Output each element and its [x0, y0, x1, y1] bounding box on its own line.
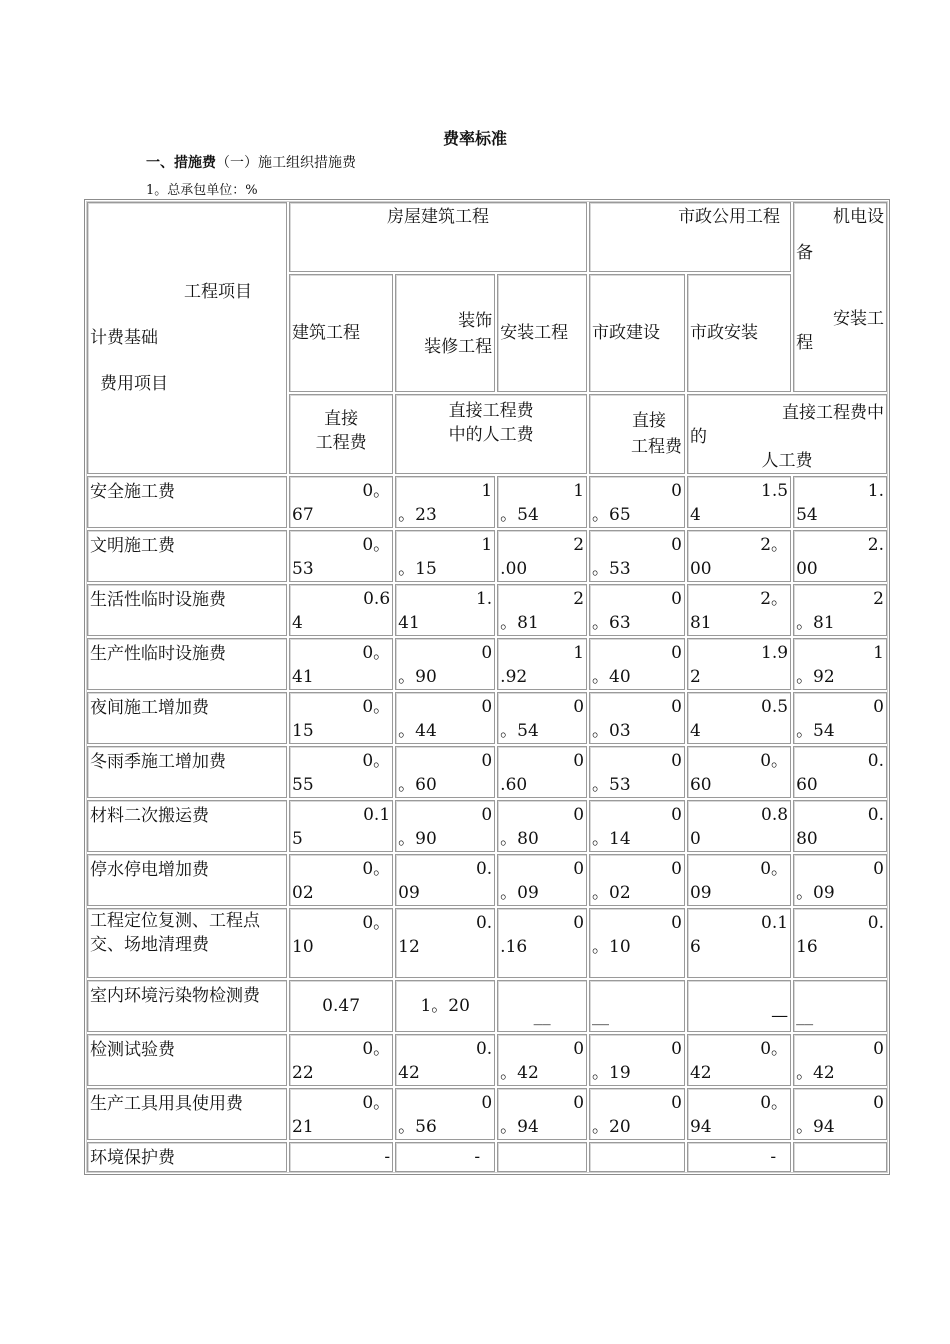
- rate-value: —: [771, 1006, 789, 1026]
- sub-heading: 1。总承包单位：%: [146, 183, 258, 198]
- table-row: [87, 854, 887, 906]
- fee-item-name-line: 交、场地清理费: [90, 935, 209, 955]
- fee-rate-cell: [589, 476, 685, 528]
- rate-part: 10: [292, 937, 314, 957]
- rate-part: 1: [573, 481, 585, 501]
- table-row: [87, 530, 887, 582]
- rate-part: 0。: [760, 1093, 789, 1113]
- rate-part: 0: [873, 859, 884, 879]
- rate-part: 0.5: [761, 697, 789, 717]
- fee-rate-cell: [589, 908, 685, 978]
- fee-item-name: 室内环境污染物检测费: [87, 980, 287, 1032]
- rate-part: 0。: [362, 697, 391, 717]
- rate-part: 0。: [362, 859, 391, 879]
- rate-part: 60: [796, 775, 818, 795]
- rate-part: 0: [481, 643, 493, 663]
- rate-part: 6: [689, 937, 701, 957]
- rate-value: __: [796, 1006, 814, 1026]
- col-decoration: 装饰 装修工程: [395, 274, 495, 392]
- fee-rate-cell: [687, 584, 791, 636]
- fee-item-name: 材料二次搬运费: [87, 800, 287, 852]
- rate-part: 0: [481, 805, 493, 825]
- rate-part: 。03: [592, 721, 631, 741]
- rate-part: 0: [671, 481, 682, 501]
- rate-part: 02: [292, 883, 314, 903]
- rate-part: 2: [689, 667, 701, 687]
- fee-rate-cell: [589, 1088, 685, 1140]
- rate-part: 。54: [500, 505, 539, 525]
- fee-rate-cell: [589, 1142, 685, 1172]
- rate-part: 54: [796, 505, 818, 525]
- fee-rate-cell: [497, 1088, 587, 1140]
- rate-part: 67: [292, 505, 314, 525]
- fee-rate-cell: [395, 908, 495, 978]
- fee-rate-cell: [793, 746, 887, 798]
- fee-rate-cell: [589, 980, 685, 1032]
- rate-part: 2: [573, 535, 585, 555]
- rate-part: 0: [573, 913, 585, 933]
- section-heading-bold: 一、措施费: [146, 155, 216, 171]
- fee-item-name: 文明施工费: [87, 530, 287, 582]
- fee-rate-cell: [687, 638, 791, 690]
- rate-part: 。94: [500, 1117, 539, 1137]
- rate-value: [796, 1143, 884, 1145]
- section-heading-rest: （一）施工组织措施费: [216, 155, 356, 171]
- rate-part: 42: [689, 1063, 712, 1083]
- fee-item-name: [87, 908, 287, 978]
- basis-direct-1: 直接 工程费: [289, 394, 393, 474]
- fee-item-name: 环境保护费: [87, 1142, 287, 1172]
- fee-rate-cell: [589, 584, 685, 636]
- rate-part: 22: [292, 1063, 314, 1083]
- fee-rate-cell: [395, 584, 495, 636]
- fee-rate-cell: [589, 746, 685, 798]
- rate-part: 。56: [398, 1117, 437, 1137]
- rate-part: 15: [292, 721, 314, 741]
- rate-part: 0: [671, 589, 682, 609]
- rate-part: 。60: [398, 775, 437, 795]
- fee-rate-cell: [395, 1088, 495, 1140]
- rate-part: 0: [573, 805, 585, 825]
- rate-part: 。54: [500, 721, 539, 741]
- rate-value: 1。20: [420, 996, 470, 1016]
- rate-part: 。09: [500, 883, 539, 903]
- fee-rate-cell: [289, 1088, 393, 1140]
- rate-part: 42: [398, 1063, 420, 1083]
- fee-rate-cell: [395, 530, 495, 582]
- fee-rate-cell: [497, 908, 587, 978]
- fee-rate-cell: [289, 854, 393, 906]
- rate-part: 0: [573, 697, 585, 717]
- fee-rate-cell: [289, 476, 393, 528]
- rate-part: 0: [671, 1039, 682, 1059]
- fee-rate-cell: [289, 980, 393, 1032]
- fee-rate-cell: [395, 638, 495, 690]
- fee-rate-cell: [589, 638, 685, 690]
- rate-part: .16: [500, 937, 528, 957]
- fee-rate-cell: [687, 1142, 791, 1172]
- rate-part: 。63: [592, 613, 631, 633]
- rate-part: 0。: [362, 913, 391, 933]
- rate-part: 16: [796, 937, 818, 957]
- rate-part: 0.1: [363, 805, 391, 825]
- table-row: [87, 692, 887, 744]
- rate-value: 0.47: [322, 996, 361, 1016]
- fee-rate-cell: [687, 476, 791, 528]
- rate-part: 0: [671, 805, 682, 825]
- fee-rate-cell: [793, 584, 887, 636]
- rate-part: 0: [873, 1093, 884, 1113]
- fee-rate-cell: [793, 692, 887, 744]
- fee-rate-cell: [395, 854, 495, 906]
- table-row: [87, 476, 887, 528]
- rate-part: .00: [500, 559, 528, 579]
- fee-rate-cell: [497, 476, 587, 528]
- rate-part: 0: [671, 697, 682, 717]
- rate-part: 0.: [475, 1039, 493, 1059]
- fee-rate-cell: [395, 1142, 495, 1172]
- rate-value: -: [770, 1147, 777, 1167]
- rate-part: 1: [481, 535, 493, 555]
- rate-part: 0.6: [363, 589, 391, 609]
- rate-part: 。02: [592, 883, 631, 903]
- fee-rate-cell: [687, 980, 791, 1032]
- rate-part: 1.: [475, 589, 493, 609]
- rate-part: 0。: [760, 859, 789, 879]
- rate-part: 。19: [592, 1063, 631, 1083]
- rate-part: 60: [689, 775, 712, 795]
- fee-rate-cell: [395, 800, 495, 852]
- rate-part: 81: [689, 613, 712, 633]
- fee-rate-cell: [497, 692, 587, 744]
- fee-rate-cell: [589, 854, 685, 906]
- rate-part: 。42: [500, 1063, 539, 1083]
- rate-part: 0: [671, 859, 682, 879]
- rate-part: 2。: [760, 589, 789, 609]
- fee-rate-cell: [289, 638, 393, 690]
- rate-part: .92: [500, 667, 528, 687]
- rate-part: 0: [573, 1039, 585, 1059]
- table-row: [87, 584, 887, 636]
- rate-part: 。80: [500, 829, 539, 849]
- fee-rate-cell: [793, 638, 887, 690]
- rate-part: 09: [689, 883, 712, 903]
- rate-part: 0: [573, 859, 585, 879]
- rate-part: 0: [481, 697, 493, 717]
- rate-part: 0.: [867, 751, 884, 771]
- fee-rate-cell: [687, 530, 791, 582]
- rate-value: -: [384, 1147, 391, 1167]
- table-row: [87, 746, 887, 798]
- rate-value: __: [592, 1006, 610, 1026]
- rate-part: 53: [292, 559, 314, 579]
- fee-rate-cell: [395, 746, 495, 798]
- table-row: [87, 638, 887, 690]
- fee-rate-cell: [497, 980, 587, 1032]
- rate-part: 。90: [398, 667, 437, 687]
- fee-item-name: 生活性临时设施费: [87, 584, 287, 636]
- table-row: [87, 1034, 887, 1086]
- rate-part: 0。: [362, 535, 391, 555]
- rate-part: 0。: [362, 643, 391, 663]
- rate-part: 00: [796, 559, 818, 579]
- rate-part: 0.: [475, 859, 493, 879]
- rate-part: 。20: [592, 1117, 631, 1137]
- fee-item-name: 生产性临时设施费: [87, 638, 287, 690]
- corner-project: 工程项目: [184, 282, 252, 302]
- basis-labor-2: 直接工程费中 的 人工费: [687, 394, 887, 474]
- fee-rate-cell: [793, 1088, 887, 1140]
- fee-rate-cell: [793, 476, 887, 528]
- group-municipal: 市政公用工程: [589, 202, 791, 272]
- rate-part: 。23: [398, 505, 437, 525]
- rate-part: 0.1: [761, 913, 789, 933]
- fee-rate-cell: [395, 692, 495, 744]
- fee-rate-cell: [497, 800, 587, 852]
- rate-part: 。40: [592, 667, 631, 687]
- corner-basis: 计费基础: [90, 328, 158, 348]
- rate-part: 0.: [867, 805, 884, 825]
- fee-rate-cell: [589, 800, 685, 852]
- rate-part: 0: [573, 1093, 585, 1113]
- fee-rate-cell: [687, 692, 791, 744]
- rate-part: .60: [500, 775, 528, 795]
- rate-part: 。53: [592, 559, 631, 579]
- rate-part: 。65: [592, 505, 631, 525]
- rate-part: 0: [671, 535, 682, 555]
- fee-rate-table: [84, 199, 890, 1175]
- rate-part: 5: [292, 829, 303, 849]
- rate-part: 09: [398, 883, 420, 903]
- rate-part: 0: [671, 913, 682, 933]
- fee-rate-cell: [687, 1034, 791, 1086]
- rate-part: 2。: [760, 535, 789, 555]
- table-row: [87, 980, 887, 1032]
- fee-rate-cell: [289, 908, 393, 978]
- page-title: 费率标准: [442, 129, 507, 148]
- fee-rate-cell: [793, 800, 887, 852]
- fee-item-name: 停水停电增加费: [87, 854, 287, 906]
- rate-part: 。14: [592, 829, 631, 849]
- rate-part: 0.: [475, 913, 493, 933]
- rate-part: 2: [873, 589, 884, 609]
- rate-part: 0: [671, 1093, 682, 1113]
- fee-rate-cell: [793, 854, 887, 906]
- rate-part: 2.: [867, 535, 884, 555]
- section-heading: [146, 152, 356, 172]
- rate-part: 00: [689, 559, 712, 579]
- rate-part: 2: [573, 589, 585, 609]
- rate-part: 4: [292, 613, 303, 633]
- rate-part: 1.9: [761, 643, 789, 663]
- rate-part: 1: [573, 643, 585, 663]
- fee-rate-cell: [793, 530, 887, 582]
- fee-rate-cell: [395, 476, 495, 528]
- rate-part: 94: [689, 1117, 712, 1137]
- fee-rate-cell: [497, 854, 587, 906]
- fee-rate-cell: [497, 638, 587, 690]
- col-municipal-build: 市政建设: [589, 274, 685, 392]
- fee-rate-cell: [497, 530, 587, 582]
- group-house: 房屋建筑工程: [289, 202, 587, 272]
- rate-part: 0: [873, 697, 884, 717]
- rate-value: __: [533, 1006, 551, 1026]
- group-mech: 机电设 备 安装工 程: [793, 202, 887, 392]
- rate-part: 0。: [362, 1093, 391, 1113]
- rate-part: 0: [481, 1093, 493, 1113]
- fee-rate-cell: [289, 1142, 393, 1172]
- table-row: [87, 1142, 887, 1172]
- fee-rate-cell: [289, 530, 393, 582]
- fee-rate-cell: [793, 1142, 887, 1172]
- col-installation: 安装工程: [497, 274, 587, 392]
- rate-part: 。81: [500, 613, 539, 633]
- rate-part: 0.: [867, 913, 884, 933]
- fee-rate-cell: [589, 692, 685, 744]
- fee-rate-cell: [793, 908, 887, 978]
- rate-part: 。53: [592, 775, 631, 795]
- rate-part: 。92: [796, 667, 835, 687]
- fee-rate-cell: [497, 746, 587, 798]
- fee-rate-cell: [395, 1034, 495, 1086]
- fee-rate-cell: [289, 584, 393, 636]
- rate-part: 1.5: [761, 481, 789, 501]
- rate-part: 1: [481, 481, 493, 501]
- fee-rate-cell: [497, 1034, 587, 1086]
- fee-item-name: 安全施工费: [87, 476, 287, 528]
- fee-item-name: 夜间施工增加费: [87, 692, 287, 744]
- rate-part: 80: [796, 829, 818, 849]
- fee-rate-cell: [497, 584, 587, 636]
- fee-rate-cell: [687, 908, 791, 978]
- rate-part: 1.: [867, 481, 884, 501]
- rate-part: 0: [671, 643, 682, 663]
- rate-part: 12: [398, 937, 420, 957]
- rate-part: 0: [573, 751, 585, 771]
- rate-part: 。90: [398, 829, 437, 849]
- rate-part: 。94: [796, 1117, 835, 1137]
- fee-item-name-line: 工程定位复测、工程点: [90, 911, 260, 931]
- col-municipal-install: 市政安装: [687, 274, 791, 392]
- rate-part: 0: [481, 751, 493, 771]
- table-row: [87, 800, 887, 852]
- rate-part: 55: [292, 775, 314, 795]
- basis-direct-2: 直接 工程费: [589, 394, 685, 474]
- table-row: [87, 1088, 887, 1140]
- rate-part: 41: [398, 613, 420, 633]
- rate-part: 。09: [796, 883, 835, 903]
- corner-header: [87, 202, 287, 474]
- corner-fee-item: 费用项目: [100, 374, 168, 394]
- rate-part: 。42: [796, 1063, 835, 1083]
- fee-rate-cell: [793, 980, 887, 1032]
- rate-part: 4: [689, 721, 701, 741]
- rate-part: 0。: [760, 751, 789, 771]
- rate-value: -: [474, 1147, 481, 1167]
- fee-rate-cell: [589, 1034, 685, 1086]
- fee-rate-cell: [289, 692, 393, 744]
- rate-part: 0: [873, 1039, 884, 1059]
- rate-part: 0。: [362, 1039, 391, 1059]
- fee-item-name: 冬雨季施工增加费: [87, 746, 287, 798]
- rate-part: 。81: [796, 613, 835, 633]
- fee-rate-cell: [793, 1034, 887, 1086]
- rate-value: [500, 1143, 584, 1145]
- fee-rate-cell: [289, 1034, 393, 1086]
- rate-part: 。15: [398, 559, 437, 579]
- table-row: [87, 908, 887, 978]
- rate-part: 0: [671, 751, 682, 771]
- col-building: 建筑工程: [289, 274, 393, 392]
- rate-part: 41: [292, 667, 314, 687]
- rate-part: 1: [873, 643, 884, 663]
- fee-rate-cell: [687, 746, 791, 798]
- rate-part: 4: [689, 505, 701, 525]
- fee-rate-cell: [687, 1088, 791, 1140]
- basis-labor-1: 直接工程费 中的人工费: [395, 394, 587, 474]
- rate-part: 0.8: [761, 805, 789, 825]
- fee-rate-cell: [289, 746, 393, 798]
- rate-value: [592, 1143, 682, 1145]
- fee-rate-cell: [497, 1142, 587, 1172]
- fee-rate-cell: [687, 800, 791, 852]
- fee-rate-cell: [589, 530, 685, 582]
- rate-part: 。44: [398, 721, 437, 741]
- fee-item-name: 生产工具用具使用费: [87, 1088, 287, 1140]
- rate-part: 0。: [362, 481, 391, 501]
- fee-rate-cell: [687, 854, 791, 906]
- fee-rate-cell: [395, 980, 495, 1032]
- rate-part: 0。: [362, 751, 391, 771]
- rate-part: 。54: [796, 721, 835, 741]
- rate-part: 0。: [760, 1039, 789, 1059]
- rate-part: 。10: [592, 937, 631, 957]
- fee-item-name: 检测试验费: [87, 1034, 287, 1086]
- fee-rate-cell: [289, 800, 393, 852]
- rate-part: 21: [292, 1117, 314, 1137]
- rate-part: 0: [689, 829, 701, 849]
